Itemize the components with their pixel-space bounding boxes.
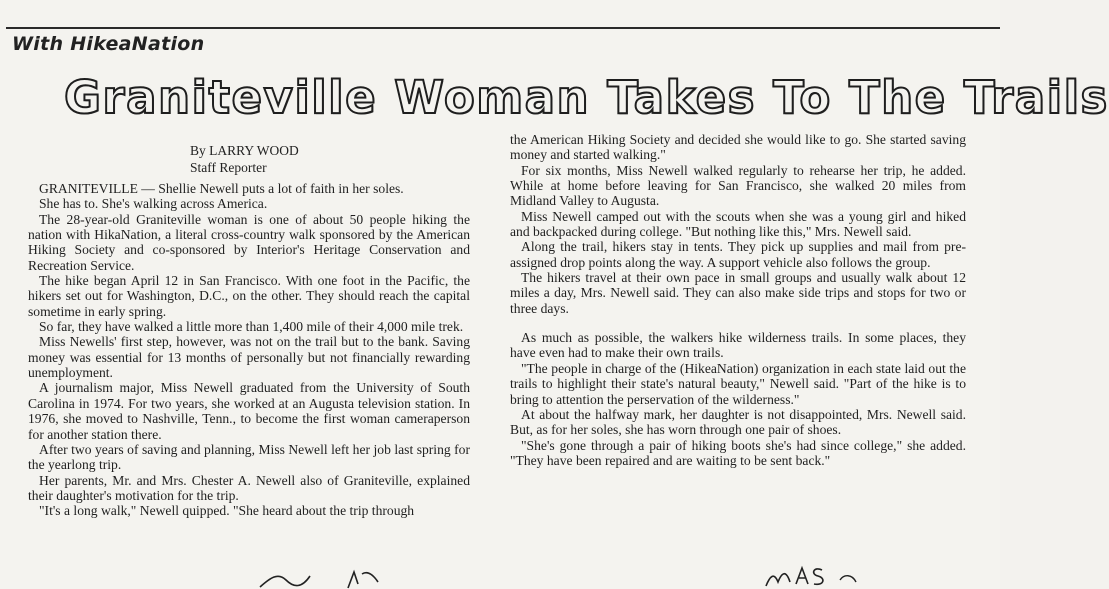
headline: Graniteville Woman Takes To The Trails [64, 71, 1109, 124]
paragraph: the American Hiking Society and decided she would like to go. She started saving money and started walking." [510, 132, 966, 163]
article-column-right [510, 132, 966, 468]
paragraph: GRANITEVILLE — Shellie Newell puts a lot of faith in her soles. [39, 181, 404, 196]
paragraph: "It's a long walk," Newell quipped. "She heard about the trip through [39, 503, 415, 519]
paragraph: "The people in charge of the (HikeaNation) organization in each state laid out the trails to highlight their state's natural beauty," Newell said. "Part of the hike is to bring to attention the perservation of the wilderness." [510, 360, 966, 407]
paragraph: The 28-year-old Graniteville woman is one of about 50 people hiking the nation with HikaNation, a literal cross-country walk sponsored by the American Hiking Society and co-sponsored by Interior's Heritage Conservation and Recreation Service. [28, 211, 470, 273]
paragraph: She has to. She's walking across America. [39, 196, 268, 212]
top-rule [6, 27, 1000, 29]
paragraph: The hike began April 12 in San Francisco. With one foot in the Pacific, the hikers set out for Washington, D.C., on the other. They should reach the capital sometime in early spring. [28, 273, 470, 319]
paragraph: A journalism major, Miss Newell graduated from the University of South Carolina in 1974. For two years, she worked at an Augusta television station. In 1976, she moved to Nashville, Tenn., to become the first woman cameraperson for another station there. [28, 380, 470, 442]
paragraph: "She's gone through a pair of hiking boots she's had since college," she added. "They have been repaired and are waiting to be sent back." [510, 437, 966, 468]
kicker-label: With HikeaNation [12, 33, 205, 55]
paragraph: For six months, Miss Newell walked regularly to rehearse her trip, he added. While at home before leaving for San Francisco, she walked 20 miles from Midland Valley to Augusta. [510, 162, 966, 209]
article-column-left [28, 181, 470, 519]
byline-role: Staff Reporter [190, 160, 267, 175]
paragraph: As much as possible, the walkers hike wilderness trails. In some places, they have even had to make their own trails. [510, 330, 966, 361]
paragraph: So far, they have walked a little more than 1,400 mile of their 4,000 mile trek. [39, 319, 464, 335]
paragraph: Her parents, Mr. and Mrs. Chester A. Newell also of Graniteville, explained their daughter's motivation for the trip. [28, 472, 470, 503]
paragraph: Along the trail, hikers stay in tents. They pick up supplies and mail from pre-assigned drop points along the way. A support vehicle also follows the group. [510, 239, 966, 270]
handwritten-scribble-left [250, 568, 390, 589]
paragraph: Miss Newells' first step, however, was not on the trail but to the bank. Saving money was essential for 13 months of personally but not financially rewarding unemployment. [28, 334, 470, 381]
paragraph: At about the halfway mark, her daughter is not disappointed, Mrs. Newell said. But, as for her soles, she has worn through one pair of shoes. [510, 406, 966, 438]
paragraph: The hikers travel at their own pace in small groups and usually walk about 12 miles a day, Mrs. Newell said. They can also make side trips and stops for two or three days. [510, 270, 966, 316]
byline-author: By LARRY WOOD [190, 143, 299, 158]
paragraph: Miss Newell camped out with the scouts when she was a young girl and hiked and backpacked during college. "But nothing like this," Mrs. Newell said. [510, 208, 966, 240]
paragraph: After two years of saving and planning, Miss Newell left her job last spring for the yearlong trip. [28, 441, 470, 473]
handwritten-scribble-right [760, 560, 880, 589]
byline [190, 142, 299, 176]
